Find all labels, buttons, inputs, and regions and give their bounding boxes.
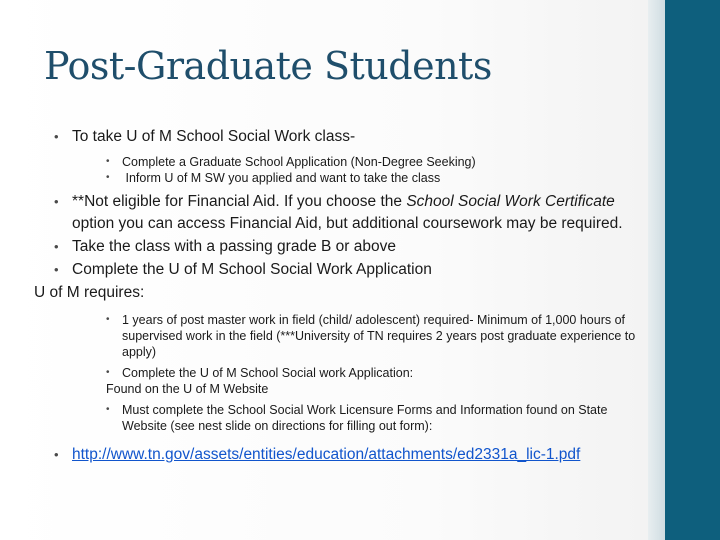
bullet-text-part2: option you can access Financial Aid, but additional coursework may be required. [72, 215, 623, 232]
sub-bullet-text: Inform U of M SW you applied and want to take the class [122, 171, 441, 185]
bullet-text: To take U of M School Social Work class- [72, 128, 356, 145]
sub-bullet-text: Must complete the School Social Work Licensure Forms and Information found on State Website (see nest slide on directions for filling out form): [122, 403, 608, 433]
bullet-link [34, 444, 632, 466]
bullet-dot-icon: • [106, 367, 110, 378]
right-decor-band-dark [665, 0, 720, 540]
bullet-text-italic: School Social Work Certificate [406, 193, 615, 210]
sub-bullet-licensure-forms [34, 402, 642, 434]
bullet-passing-grade [34, 236, 634, 258]
bullet-dot-icon: • [106, 172, 110, 183]
bullet-text: Take the class with a passing grade B or above [72, 238, 396, 255]
found-on-website: Found on the U of M Website [106, 382, 269, 396]
bullet-dot-icon: • [54, 129, 59, 144]
bullet-dot-icon: • [54, 239, 59, 254]
sub-bullet-complete-app [34, 365, 634, 381]
sub-bullet-post-master [34, 312, 642, 360]
slide-body [34, 126, 634, 467]
bullet-dot-icon: • [106, 156, 110, 167]
bullet-dot-icon: • [106, 404, 110, 415]
bullet-dot-icon: • [54, 194, 59, 209]
sub-bullet-text: Complete the U of M School Social work Application: [122, 366, 414, 380]
bullet-financial-aid [34, 191, 632, 235]
sub-bullet-inform [34, 170, 634, 186]
bullet-dot-icon: • [54, 447, 59, 462]
licensure-form-link[interactable]: http://www.tn.gov/assets/entities/education/attachments/ed2331a_lic-1.pdf [72, 446, 581, 463]
bullet-take-class [34, 126, 634, 148]
bullet-complete-app [34, 259, 634, 281]
slide-title: Post-Graduate Students [44, 44, 492, 88]
bullet-dot-icon: • [106, 314, 110, 325]
sub-bullet-text: 1 years of post master work in field (child/ adolescent) required- Minimum of 1,000 hours of supervised work in the field (***University of TN requires 2 years post graduate experience to apply) [122, 313, 636, 359]
bullet-text-part1: **Not eligible for Financial Aid. If you choose the [72, 193, 407, 210]
sub-bullet-grad-app [34, 154, 634, 170]
bullet-text: Complete the U of M School Social Work Application [72, 261, 432, 278]
requires-label: U of M requires: [34, 284, 145, 301]
right-decor-band-light [648, 0, 665, 540]
sub-bullet-text: Complete a Graduate School Application (Non-Degree Seeking) [122, 155, 476, 169]
bullet-dot-icon: • [54, 262, 59, 277]
